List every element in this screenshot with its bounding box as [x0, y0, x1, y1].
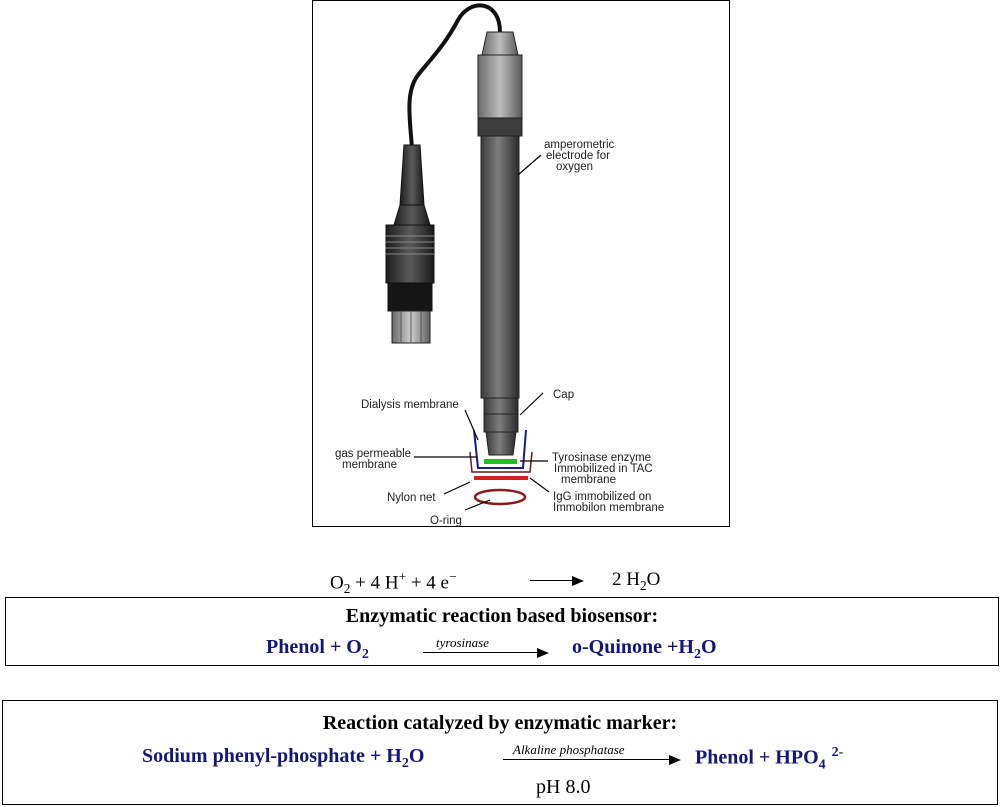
- label-immobilized-tac: Immobilized in TAC: [554, 463, 653, 475]
- oxygen-equation-right: 2 $H_2O$: [612, 569, 661, 593]
- biosensor-product: o-Quinone $+H_2O$: [572, 636, 717, 662]
- tyrosinase-layer: [484, 459, 517, 464]
- oxygen-equation-arrow: [530, 580, 574, 581]
- marker-arrowhead: [669, 755, 681, 765]
- label-nylon-net: Nylon net: [387, 492, 436, 504]
- biosensor-arrowhead: [537, 648, 549, 658]
- reaction-condition: pH 8.0: [536, 776, 591, 798]
- label-electrode-for: electrode for: [546, 150, 610, 162]
- oxygen-equation-left: $O_2 + 4$ H+ + 4 e−: [330, 569, 457, 597]
- electrode-head: [478, 32, 522, 136]
- label-amperometric: amperometric: [544, 139, 615, 151]
- label-oxygen: oxygen: [556, 161, 594, 173]
- oxygen-equation-arrowhead: [572, 576, 584, 586]
- electrode-cap: [484, 398, 518, 432]
- biosensor-reaction-title: Enzymatic reaction based biosensor:: [345, 605, 659, 627]
- alkaline-phosphatase-label: Alkaline phosphatase: [513, 742, 625, 757]
- label-immobilon: Immobilon membrane: [553, 502, 665, 514]
- oring: [475, 490, 525, 504]
- label-igg: IgG immobilized on: [553, 491, 652, 503]
- label-tyrosinase-enzyme: Tyrosinase enzyme: [552, 452, 652, 464]
- marker-reaction-title: Reaction catalyzed by enzymatic marker:: [322, 712, 678, 734]
- label-gas-permeable: gas permeable: [335, 448, 412, 460]
- marker-reactant: Sodium phenyl-phosphate + $H_2O$: [142, 745, 425, 771]
- connector-plug: [386, 145, 434, 343]
- label-gas-membrane: membrane: [342, 459, 397, 471]
- marker-arrow: [503, 759, 671, 760]
- tyrosinase-label: tyrosinase: [436, 635, 489, 650]
- label-tyrosinase-membrane: membrane: [561, 474, 616, 486]
- label-cap: Cap: [553, 389, 575, 401]
- marker-product: Phenol + $HPO_4^{2-}$: [695, 745, 844, 773]
- biosensor-arrow: [423, 652, 539, 653]
- label-oring: O-ring: [430, 515, 462, 527]
- igg-layer: [474, 476, 528, 480]
- label-dialysis-membrane: Dialysis membrane: [361, 399, 459, 411]
- biosensor-reaction-box: [5, 597, 999, 666]
- electrode-body: [481, 136, 519, 398]
- marker-reaction-box: [2, 700, 998, 805]
- biosensor-reactant: Phenol + $O_2$: [266, 636, 369, 662]
